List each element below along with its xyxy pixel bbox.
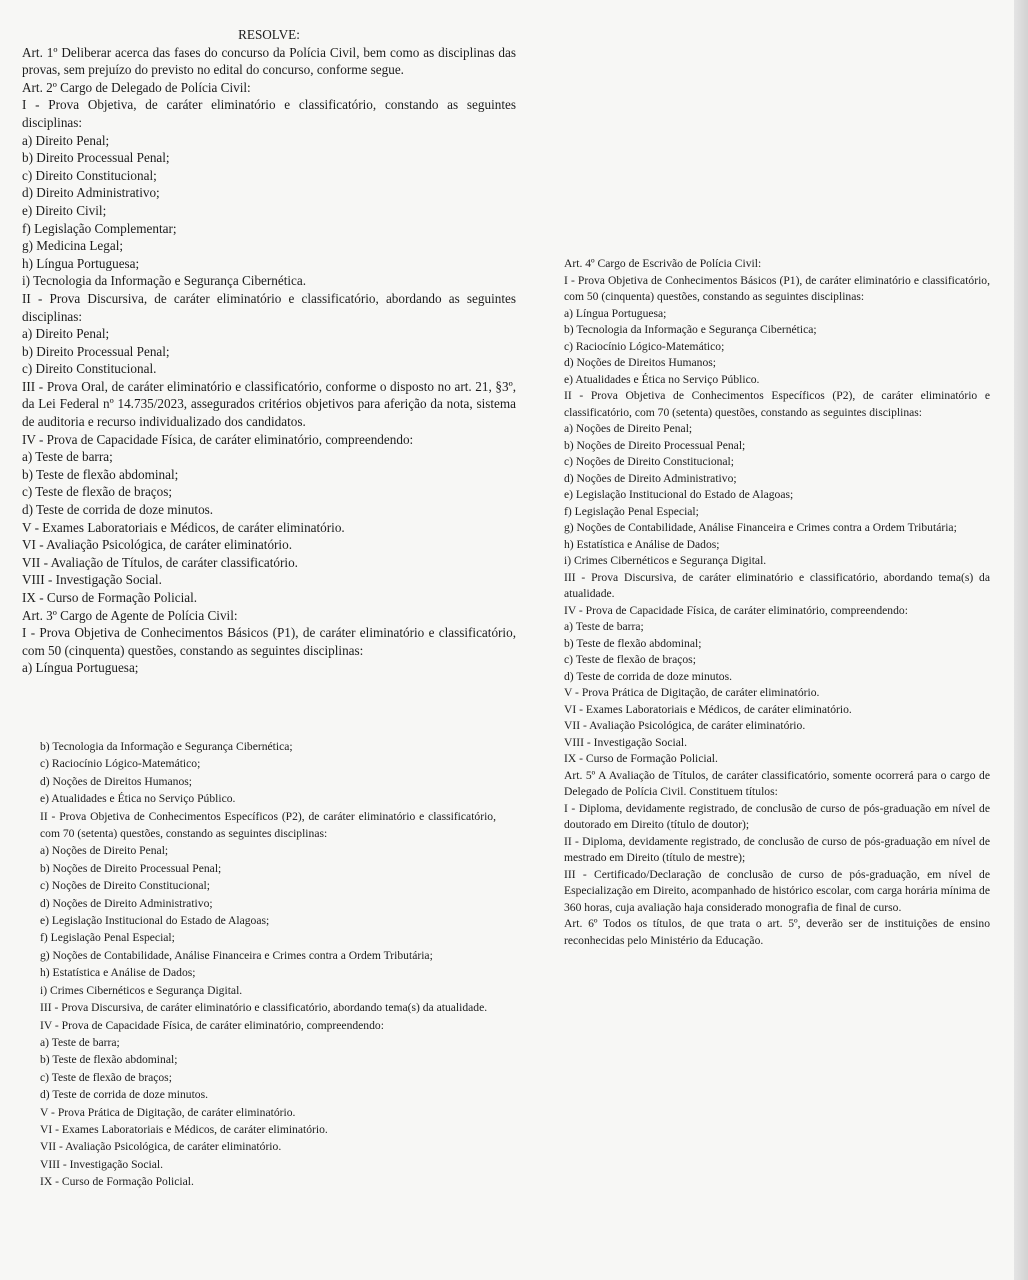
paragraph: VI - Avaliação Psicológica, de caráter eliminatório. (22, 537, 292, 553)
paragraph: II - Diploma, devidamente registrado, de conclusão de curso de pós-graduação em nível de mestrado em Direito (título de mestre); (564, 834, 990, 864)
paragraph: V - Prova Prática de Digitação, de caráter eliminatório. (40, 1105, 296, 1119)
paragraph: IV - Prova de Capacidade Física, de caráter eliminatório, compreendendo: (22, 431, 414, 447)
paragraph: I - Prova Objetiva de Conhecimentos Básicos (P1), de caráter eliminatório e classificatório, com 50 (cinquenta) questões, constando as seguintes disciplinas: (22, 625, 516, 658)
list-right (564, 256, 990, 949)
paragraph: c) Teste de flexão de braços; (40, 1070, 172, 1084)
paragraph: g) Noções de Contabilidade, Análise Financeira e Crimes contra a Ordem Tributária; (564, 521, 957, 534)
paragraph: h) Língua Portuguesa; (22, 255, 140, 271)
paragraph: b) Direito Processual Penal; (22, 343, 170, 359)
paragraph: d) Noções de Direitos Humanos; (40, 774, 192, 788)
paragraph: a) Direito Penal; (22, 326, 110, 342)
paragraph: e) Direito Civil; (22, 202, 107, 218)
paragraph: VI - Exames Laboratoriais e Médicos, de caráter eliminatório. (564, 702, 852, 716)
paragraph: c) Teste de flexão de braços; (564, 653, 696, 666)
paragraph: IX - Curso de Formação Policial. (564, 752, 718, 765)
paragraph: VII - Avaliação Psicológica, de caráter eliminatório. (564, 719, 806, 732)
paragraph: VIII - Investigação Social. (22, 572, 162, 588)
paragraph: g) Medicina Legal; (22, 238, 124, 254)
paragraph: a) Noções de Direito Penal; (564, 422, 693, 435)
paragraph: Art. 1º Deliberar acerca das fases do concurso da Polícia Civil, bem como as disciplinas das provas, sem prejuízo do previsto no edital do concurso, conforme segue. (22, 44, 516, 78)
paragraph: II - Prova Discursiva, de caráter eliminatório e classificatório, abordando as seguintes disciplinas: (22, 290, 516, 324)
paragraph: c) Teste de flexão de braços; (22, 484, 173, 500)
paragraph: V - Exames Laboratoriais e Médicos, de caráter eliminatório. (22, 519, 345, 535)
paragraph: VII - Avaliação de Títulos, de caráter classificatório. (22, 554, 298, 570)
paragraph: i) Tecnologia da Informação e Segurança Cibernética. (22, 273, 307, 289)
paragraph: Art. 4º Cargo de Escrivão de Polícia Civil: (564, 257, 762, 270)
paragraph: V - Prova Prática de Digitação, de caráter eliminatório. (564, 686, 820, 699)
paragraph: VII - Avaliação Psicológica, de caráter eliminatório. (40, 1140, 282, 1154)
paragraph: b) Tecnologia da Informação e Segurança Cibernética; (564, 323, 817, 336)
paragraph: I - Prova Objetiva, de caráter eliminatório e classificatório, constando as seguintes disciplinas: (22, 97, 516, 130)
paragraph: IV - Prova de Capacidade Física, de caráter eliminatório, compreendendo: (40, 1018, 384, 1032)
list-left-bottom (40, 738, 496, 1191)
paragraph: Art. 3º Cargo de Agente de Polícia Civil: (22, 607, 238, 623)
paragraph: VIII - Investigação Social. (564, 735, 687, 749)
paragraph: Art. 5º A Avaliação de Títulos, de caráter classificatório, somente ocorrerá para o cargo de Delegado de Polícia Civil. Constituem títulos: (564, 768, 990, 798)
column-left-top (22, 26, 516, 677)
paragraph: e) Atualidades e Ética no Serviço Público. (40, 792, 236, 806)
paragraph: II - Prova Objetiva de Conhecimentos Específicos (P2), de caráter eliminatório e classificatório, com 70 (setenta) questões, constando as seguintes disciplinas: (564, 389, 990, 419)
paragraph: Art. 2º Cargo de Delegado de Polícia Civil: (22, 79, 251, 95)
paragraph: c) Raciocínio Lógico-Matemático; (564, 339, 725, 353)
paragraph: a) Teste de barra; (40, 1035, 120, 1049)
paragraph: IX - Curso de Formação Policial. (22, 590, 198, 605)
paragraph: I - Diploma, devidamente registrado, de conclusão de curso de pós-graduação em nível de doutorado em Direito (título de doutor); (564, 801, 990, 831)
paragraph: e) Legislação Institucional do Estado de Alagoas; (40, 914, 270, 928)
paragraph: b) Teste de flexão abdominal; (564, 636, 702, 650)
paragraph: a) Teste de barra; (564, 620, 644, 633)
paragraph: b) Teste de flexão abdominal; (40, 1053, 178, 1067)
paragraph: III - Prova Discursiva, de caráter eliminatório e classificatório, abordando tema(s) da atualidade. (40, 1001, 488, 1015)
paragraph: III - Certificado/Declaração de conclusão de curso de pós-graduação, em nível de Especialização em Direito, acompanhado de histórico escolar, com carga horária mínima de 360 horas, cuja avaliação haja considerado monografia de final de curso. (564, 867, 990, 914)
paragraph: a) Noções de Direito Penal; (40, 844, 169, 858)
paragraph: g) Noções de Contabilidade, Análise Financeira e Crimes contra a Ordem Tributária; (40, 948, 433, 962)
paragraph: i) Crimes Cibernéticos e Segurança Digital. (564, 554, 767, 567)
paragraph: b) Tecnologia da Informação e Segurança Cibernética; (40, 740, 293, 753)
paragraph: c) Raciocínio Lógico-Matemático; (40, 757, 201, 771)
paragraph: a) Língua Portuguesa; (22, 660, 139, 676)
paragraph: a) Direito Penal; (22, 132, 110, 148)
paragraph: d) Noções de Direito Administrativo; (40, 896, 213, 910)
paragraph: e) Legislação Institucional do Estado de Alagoas; (564, 488, 794, 501)
paragraph: IV - Prova de Capacidade Física, de caráter eliminatório, compreendendo: (564, 603, 908, 617)
paragraph: III - Prova Oral, de caráter eliminatório e classificatório, conforme o disposto no art. 21, §3º, da Lei Federal nº 14.735/2023, assegurados critérios objetivos para aferição da nota, sistema de auditoria e recurso individualizado dos candidatos. (22, 378, 516, 430)
column-left-bottom (40, 738, 496, 1191)
paragraph: d) Teste de corrida de doze minutos. (564, 669, 732, 683)
page-edge-shadow (1014, 0, 1028, 1280)
paragraph: f) Legislação Complementar; (22, 220, 177, 236)
column-right (564, 256, 990, 949)
paragraph: II - Prova Objetiva de Conhecimentos Específicos (P2), de caráter eliminatório e classificatório, com 70 (setenta) questões, constando as seguintes disciplinas: (40, 809, 496, 841)
paragraph: h) Estatística e Análise de Dados; (40, 966, 196, 980)
paragraph: a) Teste de barra; (22, 449, 113, 465)
paragraph: d) Teste de corrida de doze minutos. (22, 502, 214, 518)
paragraph: b) Direito Processual Penal; (22, 150, 170, 166)
paragraph: b) Teste de flexão abdominal; (22, 466, 179, 482)
list-left-top (22, 44, 516, 677)
paragraph: f) Legislação Penal Especial; (40, 931, 175, 945)
paragraph: d) Direito Administrativo; (22, 185, 160, 201)
paragraph: c) Noções de Direito Constitucional; (564, 455, 735, 468)
paragraph: e) Atualidades e Ética no Serviço Público. (564, 372, 760, 386)
paragraph: III - Prova Discursiva, de caráter eliminatório e classificatório, abordando tema(s) da atualidade. (564, 570, 990, 600)
paragraph: b) Noções de Direito Processual Penal; (40, 861, 222, 875)
paragraph: d) Teste de corrida de doze minutos. (40, 1088, 208, 1102)
paragraph: c) Noções de Direito Constitucional; (40, 879, 211, 893)
paragraph: a) Língua Portuguesa; (564, 306, 667, 320)
paragraph: IX - Curso de Formação Policial. (40, 1175, 194, 1189)
paragraph: Art. 6º Todos os títulos, de que trata o art. 5º, deverão ser de instituições de ensino reconhecidas pelo Ministério da Educação. (564, 917, 990, 947)
paragraph: d) Noções de Direitos Humanos; (564, 356, 716, 369)
paragraph: VI - Exames Laboratoriais e Médicos, de caráter eliminatório. (40, 1122, 328, 1136)
paragraph: c) Direito Constitucional. (22, 361, 157, 377)
page-title: RESOLVE: (238, 27, 300, 42)
paragraph: b) Noções de Direito Processual Penal; (564, 438, 746, 452)
paragraph: i) Crimes Cibernéticos e Segurança Digital. (40, 983, 243, 997)
paragraph: h) Estatística e Análise de Dados; (564, 537, 720, 551)
paragraph: d) Noções de Direito Administrativo; (564, 471, 737, 485)
paragraph: I - Prova Objetiva de Conhecimentos Básicos (P1), de caráter eliminatório e classificatório, com 50 (cinquenta) questões, constando as seguintes disciplinas: (564, 273, 990, 303)
paragraph: c) Direito Constitucional; (22, 167, 157, 183)
paragraph: f) Legislação Penal Especial; (564, 504, 699, 518)
paragraph: VIII - Investigação Social. (40, 1157, 163, 1171)
